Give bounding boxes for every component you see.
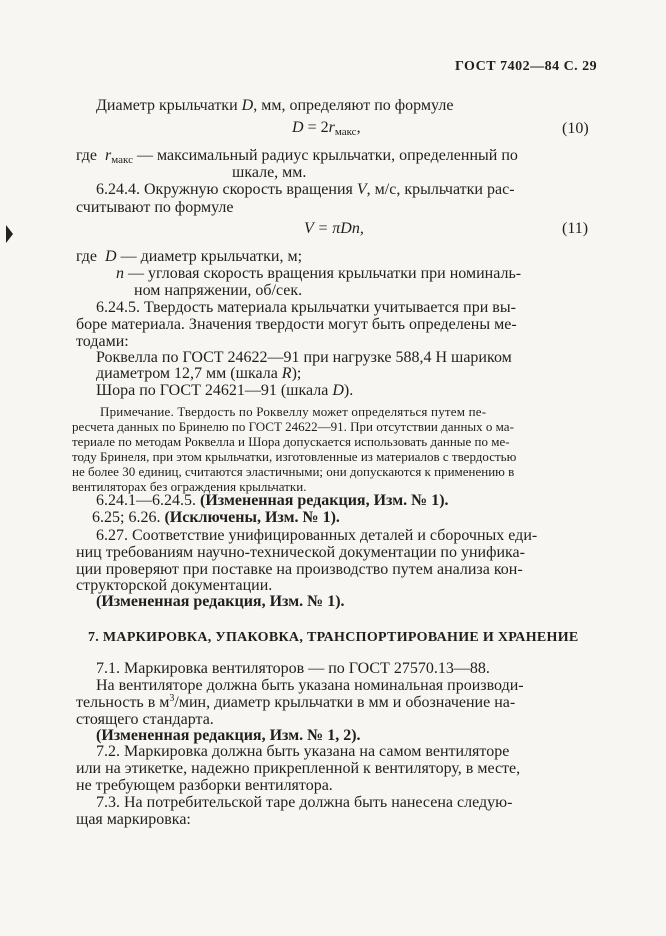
formula-10: D = 2rмакс, [292, 119, 361, 138]
section-73-line1: 7.3. На потребительской таре должна быть нанесена следую- [96, 794, 513, 811]
margin-marker-icon [6, 225, 13, 243]
revision-625-626: 6.25; 6.26. (Исключены, Изм. № 1). [92, 509, 340, 526]
where-rmax: где rмакс — максимальный радиус крыльчатки, определенный по [76, 147, 518, 166]
section-71-line2: На вентиляторе должна быть указана номинальная производи- [96, 677, 524, 694]
rockwell-line2: диаметром 12,7 мм (шкала R); [96, 365, 302, 382]
note-line6: вентиляторах без ограждения крыльчатки. [72, 479, 307, 494]
note-line4: тоду Бринеля, при этом крыльчатки, изготовленные из материалов с твердостью [72, 449, 517, 464]
where-n-cont: ном напряжении, об/сек. [134, 282, 303, 299]
note-line3: териале по методам Роквелла и Шора допускается использовать данные по ме- [72, 434, 510, 449]
section-71-line3: тельность в $м^3$/мин, диаметр крыльчатки в мм и обозначение на- [76, 693, 516, 711]
revision-6241-6245: 6.24.1—6.24.5. (Измененная редакция, Изм. № 1). [96, 492, 449, 509]
section-71-line4: стоящего стандарта. [76, 711, 214, 728]
section-72-line3: не требующем разборки вентилятора. [76, 777, 333, 794]
revision-627: (Измененная редакция, Изм. № 1). [96, 593, 345, 610]
page-header: ГОСТ 7402—84 С. 29 [455, 59, 598, 74]
formula-11: V = πDn, [304, 220, 364, 237]
section-6245-line3: тодами: [76, 333, 129, 350]
rockwell-line1: Роквелла по ГОСТ 24622—91 при нагрузке 588,4 Н шариком [96, 349, 512, 366]
where-n: n — угловая скорость вращения крыльчатки при номиналь- [116, 265, 522, 282]
section-7-title: 7. МАРКИРОВКА, УПАКОВКА, ТРАНСПОРТИРОВАНИЕ И ХРАНЕНИЕ [88, 630, 579, 645]
section-6244-line1: 6.24.4. Окружную скорость вращения V, м/с, крыльчатки рас- [96, 181, 515, 198]
note-line2: ресчета данных по Бринелю по ГОСТ 24622—91. При отсутствии данных о ма- [72, 419, 514, 434]
section-71-line1: 7.1. Маркировка вентиляторов — по ГОСТ 27570.13—88. [96, 660, 490, 677]
revision-71: (Измененная редакция, Изм. № 1, 2). [96, 727, 361, 744]
section-627-line1: 6.27. Соответствие унифицированных деталей и сборочных еди- [96, 527, 538, 544]
section-6244-line2: считывают по формуле [76, 199, 234, 216]
shore-line: Шора по ГОСТ 24621—91 (шкала D). [96, 382, 354, 399]
section-72-line2: или на этикетке, надежно прикрепленной к вентилятору, в месте, [76, 760, 521, 777]
section-72-line1: 7.2. Маркировка должна быть указана на самом вентиляторе [96, 743, 510, 760]
where-rmax-cont: шкале, мм. [232, 164, 307, 181]
where-d: где D — диаметр крыльчатки, м; [76, 248, 303, 265]
section-627-line3: ции проверяют при поставке на производство путем анализа кон- [76, 561, 523, 578]
section-6245-line1: 6.24.5. Твердость материала крыльчатки учитывается при вы- [96, 299, 516, 316]
formula-11-number: (11) [562, 220, 589, 237]
section-627-line4: структорской документации. [76, 577, 273, 594]
section-6245-line2: боре материала. Значения твердости могут быть определены ме- [76, 316, 517, 333]
section-627-line2: ниц требованиям научно-технической документации по унифика- [76, 544, 525, 561]
formula-10-number: (10) [562, 120, 589, 137]
note-line5: не более 30 единиц, считаются эластичными; они допускаются к применению в [72, 464, 515, 479]
paragraph-diameter: Диаметр крыльчатки D, мм, определяют по формуле [96, 97, 454, 114]
note-line1: Примечание. Твердость по Роквеллу может определяться путем пе- [100, 404, 487, 419]
section-73-line2: щая маркировка: [76, 811, 191, 828]
